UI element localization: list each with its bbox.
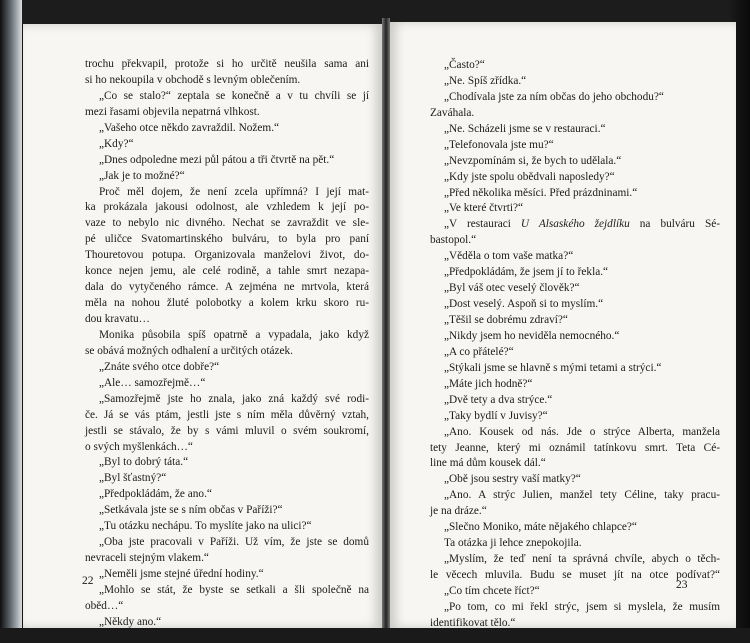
text-line: „Byl šťastný?“ [99, 472, 167, 485]
text-line: line má dům kousek dál.“ [430, 457, 546, 470]
text-line: „Dost veselý. Aspoň si to myslím.“ [444, 298, 604, 311]
left-page-number: 22 [82, 575, 94, 587]
text-line: „Taky bydlí v Juvisy?“ [444, 409, 548, 422]
text-line: „Myslím, že teď není ta správná chvíle, abych o těch- [444, 553, 720, 566]
text-line: „Ne. Spíš zřídka.“ [444, 74, 527, 87]
text-line: le věcech mluvila. Budu se muset jít na otce podívat?“ [430, 569, 720, 581]
text-line: „Máte jich hodně?“ [444, 377, 533, 390]
text-line: jestli se stávalo, že by s vámi mluvil o svém soukromí, [85, 424, 369, 437]
scan-background-top [0, 0, 750, 24]
text-line: „V restauraci U Alsaského žejdlíku na bulváru Sé- [444, 218, 721, 231]
text-line: „Chodívala jste za ním občas do jeho obchodu?“ [444, 90, 664, 103]
text-line: „Ne. Scházeli jsme se v restauraci.“ [444, 122, 606, 135]
text-line: „Ale… samozřejmě…“ [99, 376, 206, 389]
right-page [390, 22, 736, 628]
text-line: „Někdy ano.“ [99, 615, 162, 628]
text-line: „Ve které čtvrti?“ [444, 202, 524, 215]
text-line: „Často?“ [444, 59, 485, 71]
right-page-text [430, 58, 720, 628]
text-line: „Jak je to možné?“ [99, 169, 185, 182]
text-line: dala do vytyčeného rámce. A zejména ne mrtvola, která [85, 281, 369, 294]
text-line: „Dnes odpoledne mezi půl pátou a tři čtvrtě na pět.“ [99, 153, 335, 166]
text-line: mezi řasami objevila nepatrná vlhkost. [85, 105, 260, 118]
text-line: se obává možných odhalení a určitých otázek. [85, 344, 293, 357]
text-line: ka prokázala jakousi odolnost, ale vzhledem k její po- [85, 201, 369, 214]
text-line: si ho nekoupila v obchodě s levným oblečením. [85, 73, 301, 86]
text-line: Monika působila spíš opatrně a vypadala, jako když [99, 328, 369, 341]
text-line: „Ano. A strýc Julien, manžel tety Céline, taky pracu- [444, 489, 720, 502]
scan-background-bottom [0, 628, 750, 643]
book-spine [382, 18, 390, 630]
left-page-text [85, 57, 369, 628]
text-line: je na dráze.“ [430, 505, 487, 518]
text-line: „Znáte svého otce dobře?“ [99, 360, 220, 373]
text-line: „Tu otázku nechápu. To myslíte jako na ulici?“ [99, 520, 312, 533]
text-line: vaze to nebylo nic divného. Nechat se zavraždit ve sle- [85, 217, 369, 230]
text-line: „Co se stalo?“ zeptala se konečně a v tu chvíli se jí [99, 89, 369, 102]
text-line: pé uličce Svatomartinského bulváru, to byla pro paní [85, 233, 369, 246]
text-line: „Dvě tety a dva strýce.“ [444, 393, 553, 406]
text-line: identifikovat tělo.“ [430, 616, 516, 628]
text-line: nevraceli stejným vlakem.“ [85, 552, 209, 565]
text-line: trochu překvapil, protože si ho určitě neušila sama ani [85, 58, 369, 70]
text-line: Proč měl dojem, že není zcela upřímná? I její mat- [99, 185, 369, 198]
text-line: „Setkávala jste se s ním občas v Paříži?“ [99, 504, 283, 517]
text-line: „Před několika měsíci. Před prázdninami.“ [444, 186, 638, 199]
text-line: „Ano. Kousek od nás. Jde o strýce Alberta, manžela [444, 425, 720, 438]
left-page [23, 24, 382, 628]
text-line: oběd…“ [85, 599, 124, 612]
text-line: „Oba jste pracovali v Paříži. Už vím, že jste se domů [99, 536, 369, 549]
text-line: „Telefonovala jste mu?“ [444, 138, 554, 151]
text-line: měla na nohou žluté polobotky a kolem krku skoro ru- [85, 297, 369, 310]
text-line: „Nevzpomínám si, že bych to udělala.“ [444, 154, 622, 167]
text-line: konce nejen jemu, ale celé rodině, a tahle smrt nezapa- [85, 265, 369, 278]
text-line: „Kdy jste spolu obědvali naposledy?“ [444, 170, 615, 183]
text-line: Ta otázka ji lehce znepokojila. [444, 537, 582, 550]
text-line: „Věděla o tom vaše matka?“ [444, 250, 574, 263]
text-line: „Samozřejmě jste ho znala, jako zná každý své rodi- [99, 392, 369, 405]
right-page-number: 23 [676, 579, 688, 591]
text-line: „Co tím chcete říct?“ [444, 584, 540, 597]
text-line: „Předpokládám, že ano.“ [99, 488, 212, 501]
text-line: „Byl váš otec veselý člověk?“ [444, 282, 580, 295]
text-line: „Neměli jsme stejné úřední hodiny.“ [99, 568, 264, 580]
text-line: o svých myšlenkách…“ [85, 440, 193, 453]
text-line: tety Jeanne, který mi oznámil tatínkovu smrt. Teta Cé- [430, 441, 720, 454]
text-line: „Těšil se dobrému zdraví?“ [444, 314, 568, 326]
text-line: „Mohlo se stát, že byste se setkali a šli společně na [99, 583, 369, 596]
text-line: „A co přátelé?“ [444, 345, 514, 358]
text-line: „Po tom, co mi řekl strýc, jsem si myslela, že musím [444, 600, 720, 613]
text-line: „Kdy?“ [99, 137, 134, 150]
text-line: „Obě jsou sestry vaší matky?“ [444, 473, 581, 486]
text-line: „Vašeho otce někdo zavraždil. Nožem.“ [99, 121, 280, 134]
text-line: če. Já se vás ptám, jestli jste s ním měla důvěrný vztah, [85, 408, 369, 421]
text-line: „Předpokládám, že jsem jí to řekla.“ [444, 266, 609, 279]
text-line: Zaváhala. [430, 106, 475, 119]
text-line: „Byl to dobrý táta.“ [99, 456, 189, 469]
text-line: „Slečno Moniko, máte nějakého chlapce?“ [444, 521, 637, 534]
text-line: Thouretovou potupa. Organizovala manželovi život, do- [85, 249, 369, 262]
text-line: „Nikdy jsem ho neviděla nemocného.“ [444, 329, 620, 342]
text-line: dou kravatu… [85, 313, 150, 325]
text-line: „Stýkali jsme se hlavně s mými tetami a strýci.“ [444, 361, 662, 374]
book-edge-left [0, 0, 22, 643]
text-line: bastopol.“ [430, 234, 477, 247]
